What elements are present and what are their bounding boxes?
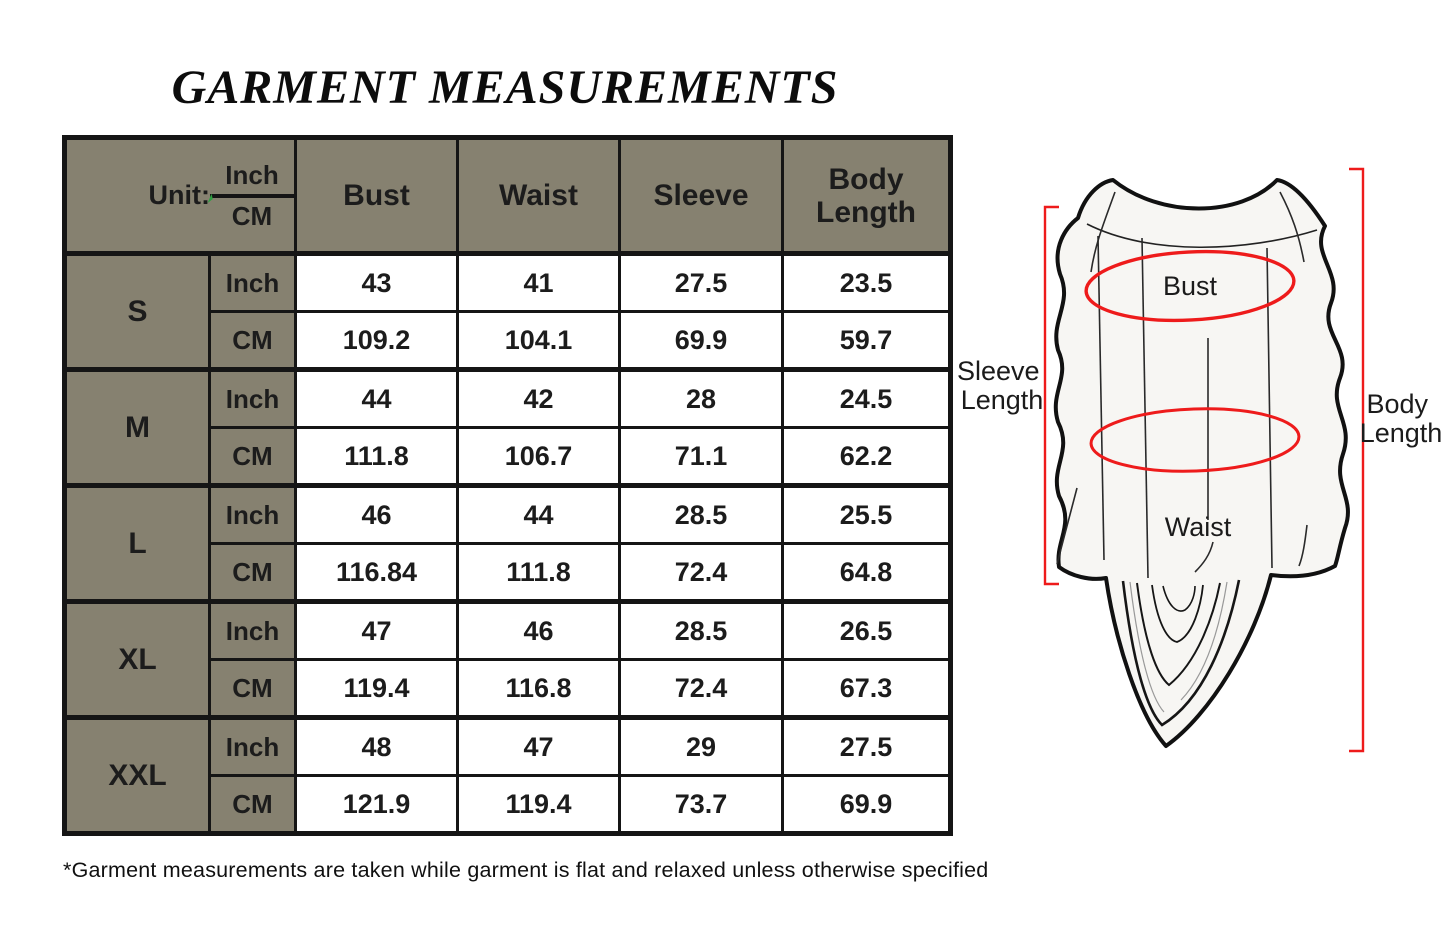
value-cell: 24.5 bbox=[783, 370, 951, 428]
column-header-body-length: Body Length bbox=[783, 138, 951, 254]
value-cell: 73.7 bbox=[620, 776, 783, 834]
waist-label: Waist bbox=[1164, 512, 1232, 542]
value-cell: 44 bbox=[296, 370, 458, 428]
value-cell: 59.7 bbox=[783, 312, 951, 370]
value-cell: 28 bbox=[620, 370, 783, 428]
value-cell: 29 bbox=[620, 718, 783, 776]
garment-diagram bbox=[955, 140, 1445, 790]
table-row bbox=[65, 254, 951, 312]
table-row bbox=[65, 602, 951, 660]
size-label: XL bbox=[65, 602, 210, 718]
value-cell: 27.5 bbox=[620, 254, 783, 312]
row-unit-label: CM bbox=[210, 776, 296, 834]
table-row bbox=[65, 370, 951, 428]
size-label: L bbox=[65, 486, 210, 602]
value-cell: 111.8 bbox=[296, 428, 458, 486]
column-header-sleeve: Sleeve bbox=[620, 138, 783, 254]
value-cell: 43 bbox=[296, 254, 458, 312]
value-cell: 28.5 bbox=[620, 602, 783, 660]
value-cell: 46 bbox=[458, 602, 620, 660]
header-row bbox=[65, 138, 951, 254]
value-cell: 119.4 bbox=[458, 776, 620, 834]
value-cell: 47 bbox=[458, 718, 620, 776]
size-chart-table bbox=[62, 135, 953, 836]
value-cell: 116.84 bbox=[296, 544, 458, 602]
row-unit-label: CM bbox=[210, 312, 296, 370]
sleeve-length-label: Sleeve Length bbox=[956, 356, 1044, 415]
row-unit-label: CM bbox=[210, 660, 296, 718]
value-cell: 25.5 bbox=[783, 486, 951, 544]
value-cell: 69.9 bbox=[783, 776, 951, 834]
value-cell: 111.8 bbox=[458, 544, 620, 602]
garment-outline bbox=[1056, 180, 1348, 746]
unit-cm-label: CM bbox=[231, 200, 273, 231]
row-unit-label: Inch bbox=[210, 370, 296, 428]
size-label: XXL bbox=[65, 718, 210, 834]
row-unit-label: Inch bbox=[210, 718, 296, 776]
value-cell: 62.2 bbox=[783, 428, 951, 486]
value-cell: 48 bbox=[296, 718, 458, 776]
table-row bbox=[65, 486, 951, 544]
value-cell: 67.3 bbox=[783, 660, 951, 718]
unit-fraction bbox=[210, 159, 294, 233]
body-length-label: Body Length bbox=[1359, 389, 1443, 448]
value-cell: 23.5 bbox=[783, 254, 951, 312]
value-cell: 72.4 bbox=[620, 544, 783, 602]
row-unit-label: CM bbox=[210, 544, 296, 602]
body-length-bracket bbox=[1349, 169, 1363, 751]
page-title: GARMENT MEASUREMENTS bbox=[171, 61, 839, 114]
value-cell: 106.7 bbox=[458, 428, 620, 486]
unit-label: Unit: bbox=[148, 180, 210, 210]
value-cell: 46 bbox=[296, 486, 458, 544]
row-unit-label: Inch bbox=[210, 486, 296, 544]
value-cell: 42 bbox=[458, 370, 620, 428]
value-cell: 69.9 bbox=[620, 312, 783, 370]
value-cell: 44 bbox=[458, 486, 620, 544]
value-cell: 47 bbox=[296, 602, 458, 660]
footnote: *Garment measurements are taken while garment is flat and relaxed unless otherwise specified bbox=[63, 858, 989, 882]
value-cell: 41 bbox=[458, 254, 620, 312]
size-label: M bbox=[65, 370, 210, 486]
column-header-waist: Waist bbox=[458, 138, 620, 254]
value-cell: 28.5 bbox=[620, 486, 783, 544]
value-cell: 104.1 bbox=[458, 312, 620, 370]
value-cell: 116.8 bbox=[458, 660, 620, 718]
value-cell: 27.5 bbox=[783, 718, 951, 776]
value-cell: 26.5 bbox=[783, 602, 951, 660]
value-cell: 72.4 bbox=[620, 660, 783, 718]
value-cell: 121.9 bbox=[296, 776, 458, 834]
value-cell: 64.8 bbox=[783, 544, 951, 602]
column-header-bust: Bust bbox=[296, 138, 458, 254]
bust-label: Bust bbox=[1162, 271, 1218, 301]
value-cell: 71.1 bbox=[620, 428, 783, 486]
unit-header-cell bbox=[65, 138, 296, 254]
table-row bbox=[65, 718, 951, 776]
value-cell: 119.4 bbox=[296, 660, 458, 718]
row-unit-label: Inch bbox=[210, 602, 296, 660]
row-unit-label: Inch bbox=[210, 254, 296, 312]
unit-inch-label: Inch bbox=[210, 159, 294, 198]
row-unit-label: CM bbox=[210, 428, 296, 486]
value-cell: 109.2 bbox=[296, 312, 458, 370]
size-label: S bbox=[65, 254, 210, 370]
